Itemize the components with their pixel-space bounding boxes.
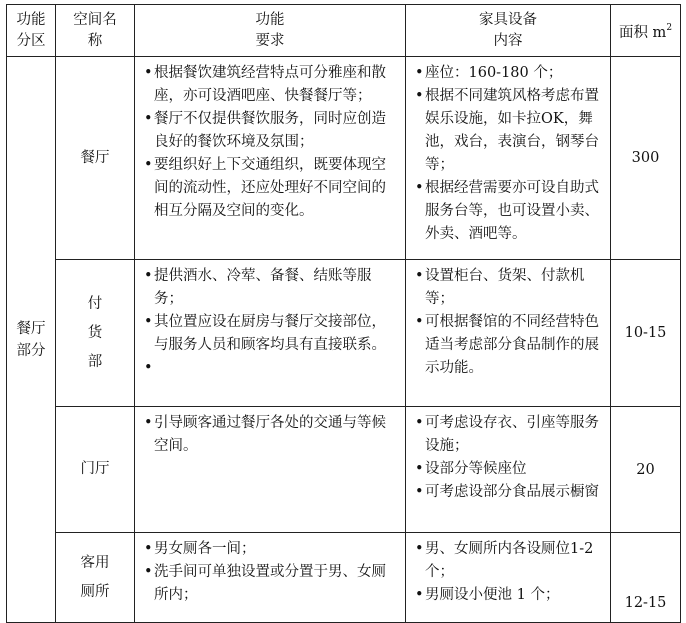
requirements-cell <box>135 57 406 260</box>
list-item: • 男、女厕所内各设厕位1-2 个； <box>416 538 604 584</box>
zone-cell: 餐厅 部分 <box>7 57 56 623</box>
furniture-list <box>406 407 610 508</box>
list-item: • 根据餐饮建筑经营特点可分雅座和散座，亦可设酒吧座、快餐餐厅等； <box>145 62 399 108</box>
list-item: • 提供酒水、冷荤、备餐、结账等服务； <box>145 265 399 311</box>
function-space-table <box>6 4 681 623</box>
furniture-list <box>406 260 610 384</box>
area-cell: 10-15 <box>611 260 681 407</box>
header-row <box>7 5 681 57</box>
requirements-list <box>135 533 405 611</box>
header-area <box>611 5 681 57</box>
requirements-cell <box>135 407 406 533</box>
list-item: • 男女厕各一间； <box>145 538 399 561</box>
requirements-list <box>135 260 405 361</box>
list-item: • 设部分等候座位 <box>416 458 604 481</box>
header-area-text: 面积 m <box>618 24 667 41</box>
header-area-superscript: 2 <box>666 22 673 33</box>
table-row <box>7 533 681 623</box>
list-item: • 设置柜台、货架、付款机等； <box>416 265 604 311</box>
furniture-list <box>406 57 610 250</box>
table-row <box>7 407 681 533</box>
list-item: • 要组织好上下交通组织，既要体现空间的流动性，还应处理好不同空间的相互分隔及空间的变化。 <box>145 154 399 223</box>
list-item: • 餐厅不仅提供餐饮服务，同时应创造良好的餐饮环境及氛围； <box>145 108 399 154</box>
requirements-list <box>135 407 405 462</box>
requirements-cell <box>135 533 406 623</box>
furniture-cell <box>406 407 611 533</box>
furniture-cell <box>406 533 611 623</box>
list-item: • 可考虑设部分食品展示橱窗 <box>416 481 604 504</box>
header-zone: 功能 分区 <box>7 5 56 57</box>
list-item: • 引导顾客通过餐厅各处的交通与等候空间。 <box>145 412 399 458</box>
table-row <box>7 260 681 407</box>
area-cell: 20 <box>611 407 681 533</box>
list-item: • 可考虑设存衣、引座等服务设施； <box>416 412 604 458</box>
area-cell: 12-15 <box>611 533 681 623</box>
space-name-cell: 门厅 <box>56 407 135 533</box>
list-item: • 可根据餐馆的不同经营特色适当考虑部分食品制作的展示功能。 <box>416 311 604 380</box>
header-space-name: 空间名 称 <box>56 5 135 57</box>
area-cell: 300 <box>611 57 681 260</box>
space-name-cell: 付 货 部 <box>56 260 135 407</box>
furniture-list <box>406 533 610 611</box>
furniture-cell <box>406 260 611 407</box>
list-item: • 座位：160-180 个； <box>416 62 604 85</box>
space-name-cell: 餐厅 <box>56 57 135 260</box>
list-item: • 其位置应设在厨房与餐厅交接部位，与服务人员和顾客均具有直接联系。 <box>145 311 399 357</box>
list-item: • 洗手间可单独设置或分置于男、女厕所内； <box>145 561 399 607</box>
list-item: • 男厕设小便池 1 个； <box>416 584 604 607</box>
furniture-cell <box>406 57 611 260</box>
requirements-list <box>135 57 405 227</box>
space-name-cell: 客用 厕所 <box>56 533 135 623</box>
requirements-cell <box>135 260 406 407</box>
list-item: • 根据不同建筑风格考虑布置娱乐设施，如卡拉OK，舞池，戏台，表演台，钢琴台等； <box>416 85 604 177</box>
list-item: • 根据经营需要亦可设自助式服务台等，也可设置小卖、外卖、酒吧等。 <box>416 177 604 246</box>
header-requirements: 功能 要求 <box>135 5 406 57</box>
header-furniture: 家具设备 内容 <box>406 5 611 57</box>
table-row <box>7 57 681 260</box>
